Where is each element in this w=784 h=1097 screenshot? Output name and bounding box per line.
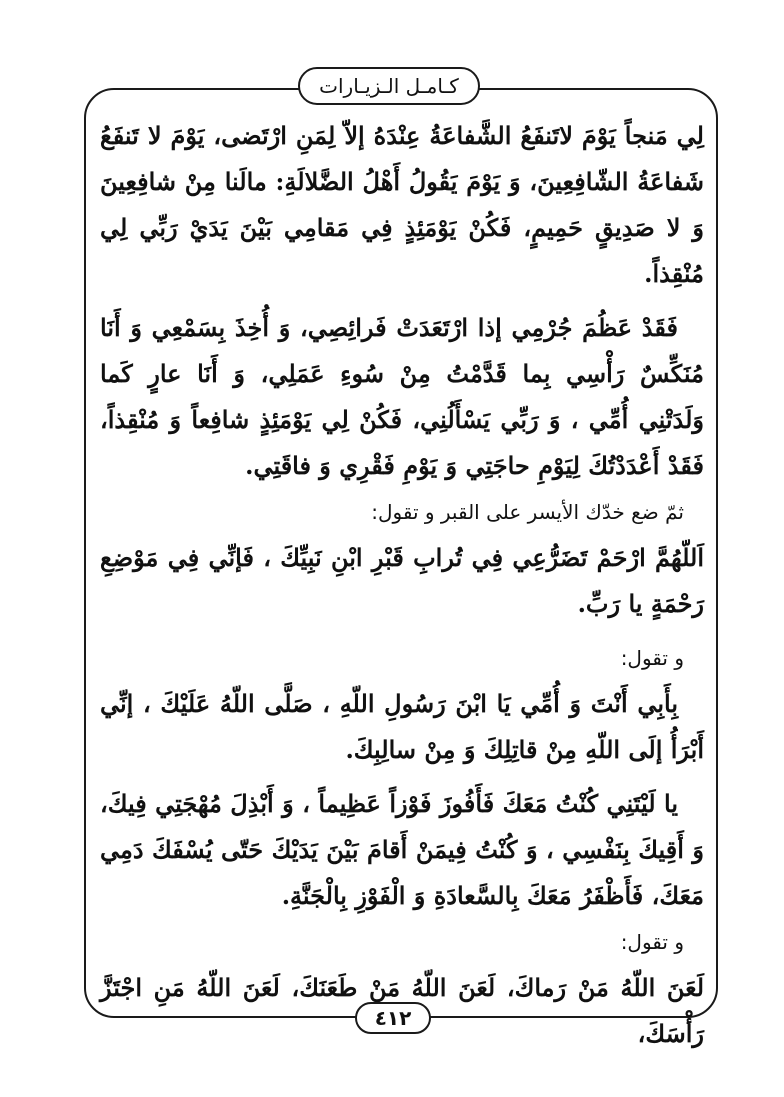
page-number-badge <box>355 1002 431 1034</box>
running-header <box>298 67 480 105</box>
book-title: كـامـل الـزيـارات <box>319 74 459 98</box>
instruction-line-1: ثمّ ضع خدّك الأيسر على القبر و تقول: <box>371 500 684 524</box>
instruction-line-2: و تقول: <box>620 646 684 670</box>
text-paragraph-6: لَعَنَ اللّهُ مَنْ رَماكَ، لَعَنَ اللّهُ مَنْ طَعَنَكَ، لَعَنَ اللّهُ مَنِ اجْتَزَّ رَأْسَكَ، <box>100 973 705 1048</box>
page-number: ٤١٢ <box>374 1006 412 1030</box>
page-body <box>100 113 704 1057</box>
text-paragraph-3: اَللّهُمَّ ارْحَمْ تَضَرُّعِي فِي تُرابِ قَبْرِ ابْنِ نَبِيِّكَ ، فَإنِّي فِي مَوْضِعِ رَحْمَةٍ يا رَبِّ. <box>100 543 704 618</box>
text-paragraph-4: بِأَبِي أَنْتَ وَ أُمِّي يَا ابْنَ رَسُولِ اللّهِ ، صَلَّى اللّهُ عَلَيْكَ ، إنِّي أَبْرَأُ إلَى اللّهِ مِنْ قاتِلِكَ وَ مِنْ سالِبِكَ. <box>100 689 704 764</box>
text-paragraph-2: فَقَدْ عَظُمَ جُرْمِي إذا ارْتَعَدَتْ فَرائِصِي، وَ أُخِذَ بِسَمْعِي وَ أَنَا مُنَكِّسٌ رَأْسِي بِما قَدَّمْتُ مِنْ سُوءِ عَمَلِي، وَ أَنَا عارٍ كَما وَلَدَتْنِي أُمِّي ، وَ رَبِّي يَسْأَلُنِي، فَكُنْ لِي يَوْمَئِذٍ شافِعاً وَ مُنْقِذاً، فَقَدْ أَعْدَدْتُكَ لِيَوْمِ حاجَتِي وَ يَوْمِ فَقْرِي وَ فاقَتِي. <box>100 313 704 480</box>
instruction-line-3: و تقول: <box>620 930 684 954</box>
text-paragraph-5: يا لَيْتَنِي كُنْتُ مَعَكَ فَأَفُوزَ فَوْزاً عَظِيماً ، وَ أَبْذِلَ مُهْجَتِي فِيكَ، وَ أَقِيكَ بِنَفْسِي ، وَ كُنْتُ فِيمَنْ أَقامَ بَيْنَ يَدَيْكَ حَتّى يُسْفَكَ دَمِي مَعَكَ، فَأَظْفَرُ مَعَكَ بِالسَّعادَةِ وَ الْفَوْزِ بِالْجَنَّةِ. <box>100 789 704 910</box>
text-paragraph-1: لِي مَنجاً يَوْمَ لاتَنفَعُ الشَّفاعَةُ عِنْدَهُ إلاّ لِمَنِ ارْتَضى، يَوْمَ لا تَنفَعُ شَفاعَةُ الشّافِعِينَ، وَ يَوْمَ يَقُولُ أَهْلُ الضَّلالَةِ: مالَنا مِنْ شافِعِينَ وَ لا صَدِيقٍ حَمِيمٍ، فَكُنْ يَوْمَئِذٍ فِي مَقامِي بَيْنَ يَدَيْ رَبِّي لِي مُنْقِذاً. <box>100 121 704 288</box>
